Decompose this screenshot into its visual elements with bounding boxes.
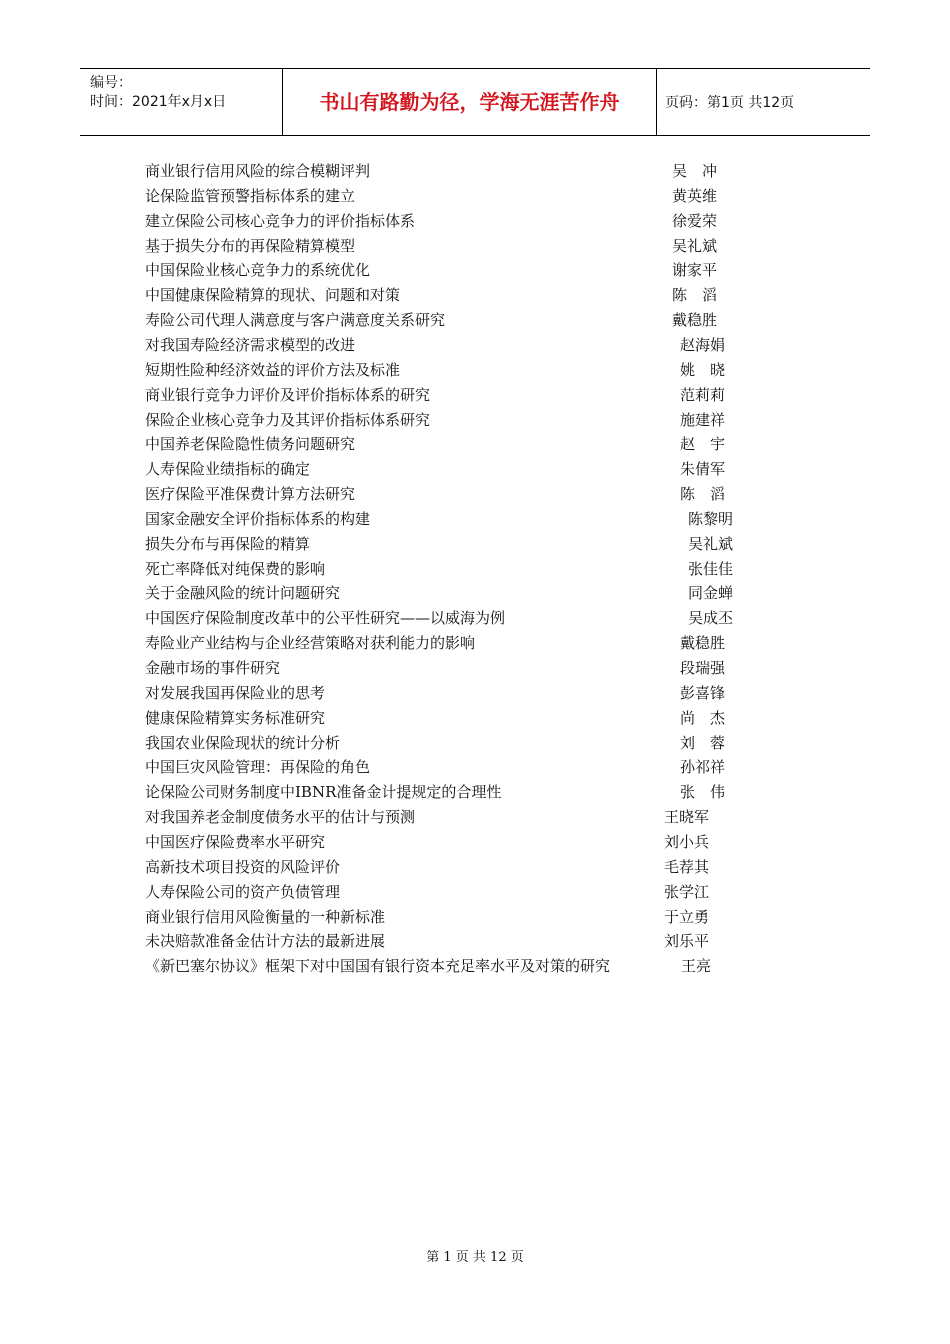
entry-author: 尚 杰 bbox=[680, 708, 726, 727]
entry-author: 同金蝉 bbox=[688, 584, 734, 603]
entry-title: 中国养老保险隐性债务问题研究 bbox=[145, 435, 356, 454]
entry-author: 彭喜锋 bbox=[680, 683, 726, 702]
entry-title: 中国保险业核心竞争力的系统优化 bbox=[145, 261, 371, 280]
entry-title: 我国农业保险现状的统计分析 bbox=[145, 733, 341, 752]
entry-row bbox=[145, 954, 785, 978]
entry-row bbox=[145, 830, 785, 854]
entry-author: 朱倩军 bbox=[680, 460, 726, 479]
entry-row bbox=[145, 855, 785, 879]
entry-author: 陈黎明 bbox=[688, 509, 734, 528]
entry-row bbox=[145, 731, 785, 755]
entry-author: 姚 晓 bbox=[680, 360, 726, 379]
entry-author: 孙祁祥 bbox=[680, 758, 726, 777]
entry-row bbox=[145, 383, 785, 407]
entry-row bbox=[145, 358, 785, 382]
entry-author: 施建祥 bbox=[680, 410, 726, 429]
entry-author: 陈 滔 bbox=[680, 485, 726, 504]
entry-title: 中国医疗保险制度改革中的公平性研究——以威海为例 bbox=[145, 609, 506, 628]
entry-row bbox=[145, 432, 785, 456]
entry-author: 张学江 bbox=[664, 882, 710, 901]
entry-title: 商业银行信用风险衡量的一种新标准 bbox=[145, 907, 386, 926]
entry-row bbox=[145, 631, 785, 655]
entry-row bbox=[145, 308, 785, 332]
entry-title: 损失分布与再保险的精算 bbox=[145, 534, 311, 553]
entry-title: 医疗保险平准保费计算方法研究 bbox=[145, 485, 356, 504]
entry-row bbox=[145, 333, 785, 357]
entry-row bbox=[145, 532, 785, 556]
entry-author: 张佳佳 bbox=[688, 559, 734, 578]
entry-author: 毛荐其 bbox=[664, 857, 710, 876]
entry-author: 徐爱荣 bbox=[672, 211, 718, 230]
entry-row bbox=[145, 234, 785, 258]
entry-row bbox=[145, 905, 785, 929]
time-label: 时间：2021年x月x日 bbox=[90, 94, 227, 110]
entry-title: 健康保险精算实务标准研究 bbox=[145, 708, 326, 727]
entry-row bbox=[145, 258, 785, 282]
entry-title: 高新技术项目投资的风险评价 bbox=[145, 857, 341, 876]
entry-author: 陈 滔 bbox=[672, 286, 718, 305]
entry-title: 对我国养老金制度债务水平的估计与预测 bbox=[145, 808, 416, 827]
entry-title: 人寿保险公司的资产负债管理 bbox=[145, 882, 341, 901]
entry-title: 死亡率降低对纯保费的影响 bbox=[145, 559, 326, 578]
entry-author: 段瑞强 bbox=[680, 659, 726, 677]
entry-row bbox=[145, 557, 785, 581]
entry-author: 刘 蓉 bbox=[680, 733, 726, 752]
entry-author: 吴成丕 bbox=[688, 609, 734, 628]
entry-row bbox=[145, 606, 785, 630]
number-label: 编号： bbox=[90, 75, 132, 91]
entry-row bbox=[145, 755, 785, 779]
entry-author: 吴礼斌 bbox=[672, 236, 718, 255]
entry-title: 保险企业核心竞争力及其评价指标体系研究 bbox=[145, 410, 431, 429]
entry-author: 吴 冲 bbox=[672, 162, 718, 180]
entry-title: 寿险公司代理人满意度与客户满意度关系研究 bbox=[145, 311, 446, 330]
entry-title: 论保险公司财务制度中IBNR准备金计提规定的合理性 bbox=[145, 783, 502, 802]
entry-title: 基于损失分布的再保险精算模型 bbox=[145, 236, 356, 255]
entry-author: 吴礼斌 bbox=[688, 534, 734, 553]
entry-row bbox=[145, 457, 785, 481]
entry-row bbox=[145, 805, 785, 829]
entry-row bbox=[145, 408, 785, 432]
entry-author: 赵 宇 bbox=[680, 435, 726, 454]
entry-author: 刘乐平 bbox=[664, 932, 710, 951]
entry-title: 商业银行竞争力评价及评价指标体系的研究 bbox=[145, 385, 431, 404]
entry-author: 黄英维 bbox=[672, 186, 718, 205]
entry-row bbox=[145, 507, 785, 531]
entry-author: 刘小兵 bbox=[664, 832, 710, 851]
entry-title: 短期性险种经济效益的评价方法及标准 bbox=[145, 360, 401, 379]
entry-row bbox=[145, 681, 785, 705]
entry-title: 寿险业产业结构与企业经营策略对获利能力的影响 bbox=[145, 634, 476, 653]
entry-title: 商业银行信用风险的综合模糊评判 bbox=[145, 162, 371, 180]
entry-title: 对我国寿险经济需求模型的改进 bbox=[145, 335, 356, 354]
entry-row bbox=[145, 880, 785, 904]
entry-row bbox=[145, 283, 785, 307]
entry-title: 人寿保险业绩指标的确定 bbox=[145, 460, 311, 479]
header-meta bbox=[80, 69, 283, 135]
entry-title: 中国医疗保险费率水平研究 bbox=[145, 832, 326, 851]
entry-author: 戴稳胜 bbox=[672, 311, 718, 330]
entry-title: 对发展我国再保险业的思考 bbox=[145, 683, 326, 702]
entry-title: 关于金融风险的统计问题研究 bbox=[145, 584, 341, 603]
entry-author: 王晓军 bbox=[664, 808, 710, 827]
page-header bbox=[80, 68, 870, 136]
page-footer: 第 1 页 共 12 页 bbox=[426, 1250, 524, 1265]
entry-row bbox=[145, 159, 785, 183]
entry-row bbox=[145, 929, 785, 953]
entry-row bbox=[145, 780, 785, 804]
entry-title: 金融市场的事件研究 bbox=[145, 659, 281, 677]
entry-author: 戴稳胜 bbox=[680, 634, 726, 653]
entry-row bbox=[145, 482, 785, 506]
entry-row bbox=[145, 209, 785, 233]
entry-title: 建立保险公司核心竞争力的评价指标体系 bbox=[145, 211, 416, 230]
entry-row bbox=[145, 706, 785, 730]
entry-author: 张 伟 bbox=[680, 783, 726, 802]
entry-title: 中国巨灾风险管理：再保险的角色 bbox=[145, 758, 371, 777]
entry-title: 未决赔款准备金估计方法的最新进展 bbox=[145, 932, 386, 951]
entry-row bbox=[145, 656, 785, 680]
entry-title: 论保险监管预警指标体系的建立 bbox=[145, 186, 356, 205]
entry-author: 范莉莉 bbox=[680, 385, 726, 404]
header-page-info: 页码：第1页 共12页 bbox=[665, 95, 795, 111]
entry-title: 国家金融安全评价指标体系的构建 bbox=[145, 509, 371, 528]
entry-author: 王亮 bbox=[681, 957, 712, 976]
entry-row bbox=[145, 184, 785, 208]
entry-author: 于立勇 bbox=[664, 907, 710, 926]
entry-author: 谢家平 bbox=[672, 261, 718, 280]
entry-row bbox=[145, 581, 785, 605]
header-motto: 书山有路勤为径，学海无涯苦作舟 bbox=[283, 69, 657, 135]
entry-author: 赵海娟 bbox=[680, 335, 726, 354]
entry-title: 《新巴塞尔协议》框架下对中国国有银行资本充足率水平及对策的研究 bbox=[145, 957, 611, 976]
entry-title: 中国健康保险精算的现状、问题和对策 bbox=[145, 286, 401, 305]
